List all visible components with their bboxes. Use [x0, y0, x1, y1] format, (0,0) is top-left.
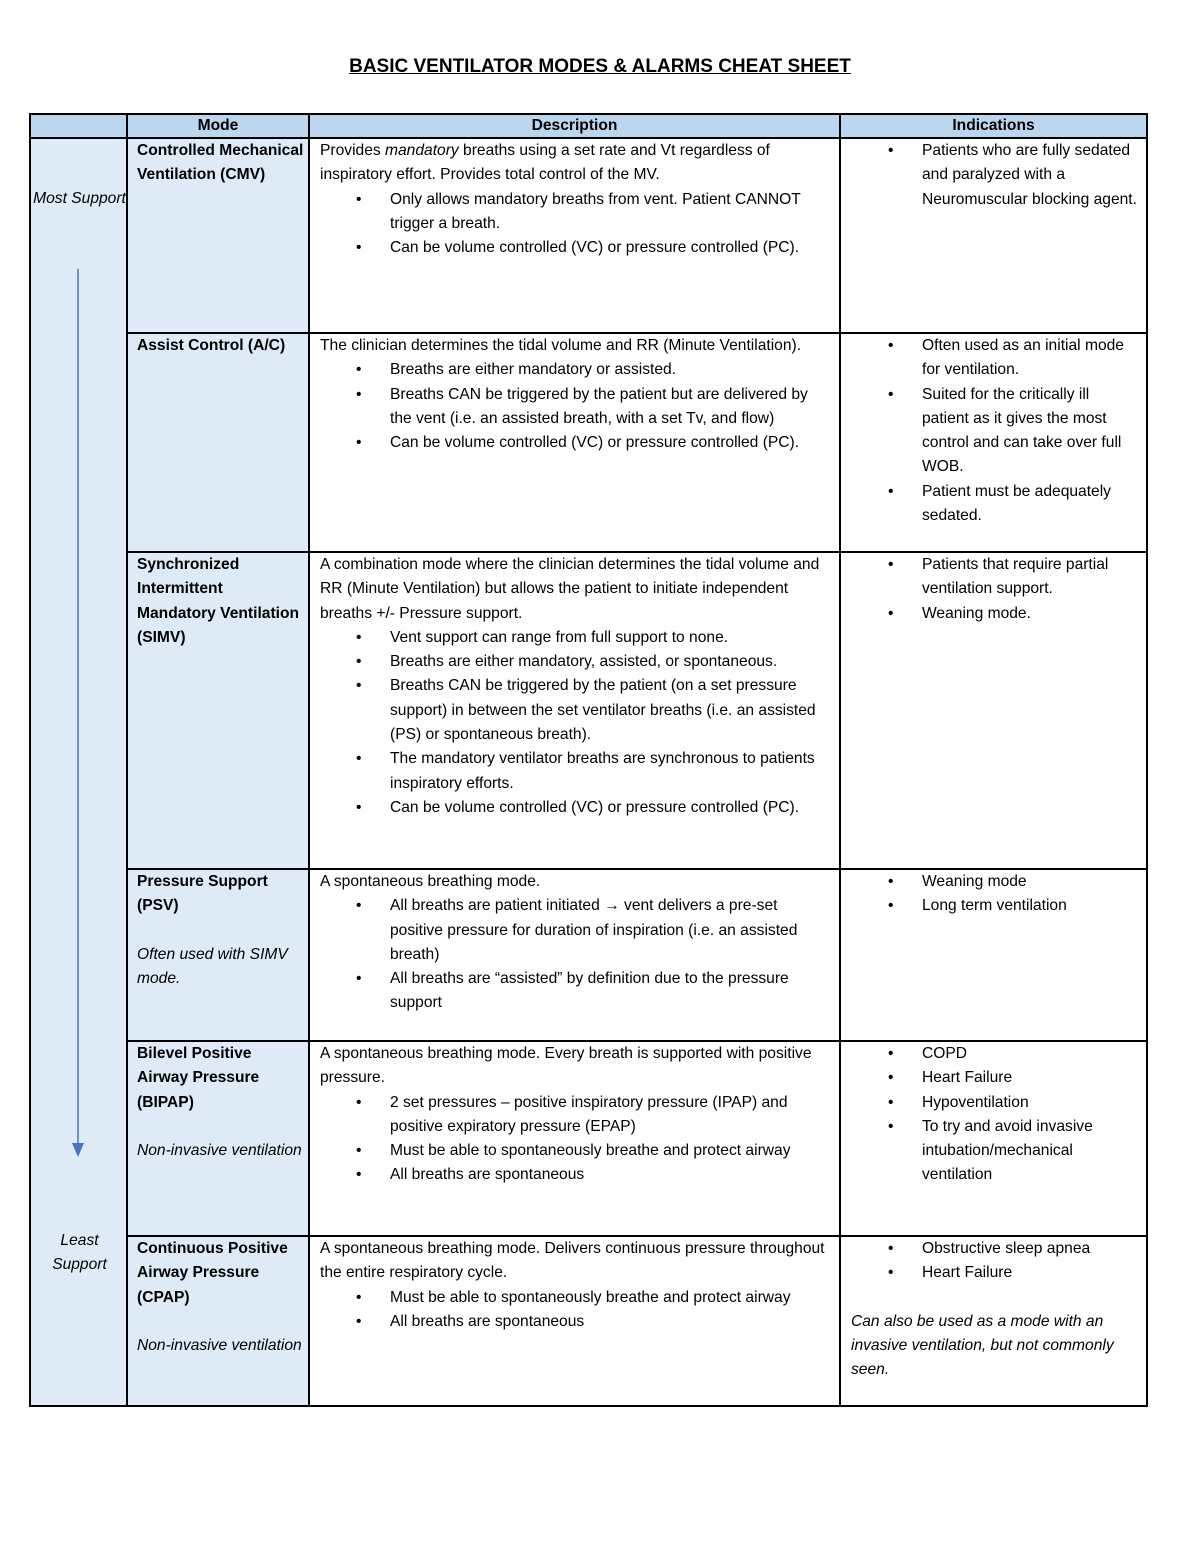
list-item-text: 2 set pressures – positive inspiratory pressure (IPAP) and positive expiratory pressure (EPAP) — [390, 1093, 788, 1135]
support-scale — [30, 138, 127, 1406]
list-item: • Suited for the critically ill patient as it gives the most control and can take over full WOB. — [888, 385, 1122, 476]
list-item-text: Only allows mandatory breaths from vent. Patient CANNOT trigger a breath. — [390, 190, 801, 232]
mode-cell — [127, 1236, 309, 1406]
list-item: • Breaths are either mandatory or assisted. — [356, 361, 677, 379]
indications-bullets — [851, 139, 1140, 212]
description-intro: A combination mode where the clinician determines the tidal volume and RR (Minute Ventilation) but allows the patient to initiate independent breaths +/- Pressure support. — [320, 556, 820, 622]
list-item: • Long term ventilation — [888, 897, 1067, 915]
list-item: • All breaths are spontaneous — [356, 1166, 585, 1184]
description-bullets — [320, 1091, 833, 1188]
list-item-text: All breaths are spontaneous — [390, 1312, 585, 1330]
least-support-label: Least Support — [52, 1232, 107, 1274]
list-item-text: Often used as an initial mode for ventilation. — [922, 337, 1124, 379]
most-support-label: Most Support — [33, 190, 126, 207]
indications-note: Can also be used as a mode with an invasive ventilation, but not commonly seen. — [851, 1312, 1114, 1379]
header-support — [30, 114, 127, 138]
description-intro — [320, 139, 833, 188]
list-item: • The mandatory ventilator breaths are synchronous to patients inspiratory efforts. — [356, 750, 815, 792]
list-item-text: Vent support can range from full support to none. — [390, 628, 729, 646]
list-item: • All breaths are “assisted” by definition due to the pressure support — [356, 970, 789, 1012]
description-bullets — [320, 1286, 833, 1335]
mode-cell — [127, 138, 309, 333]
mode-cell — [127, 1041, 309, 1236]
list-item-text: All breaths are patient initiated → vent delivers a pre-set positive pressure for duration of inspiration (i.e. an assisted breath) — [390, 897, 798, 963]
indications-bullets — [851, 553, 1140, 626]
list-item: • Often used as an initial mode for ventilation. — [888, 337, 1124, 379]
mode-note: Non-invasive ventilation — [137, 1336, 302, 1354]
description-cell — [309, 552, 840, 869]
list-item-text: Breaths CAN be triggered by the patient (on a set pressure support) in between the set ventilator breaths (i.e. an assisted (PS) or spontaneous breath). — [390, 677, 816, 744]
list-item-text: Breaths are either mandatory, assisted, or spontaneous. — [390, 653, 778, 671]
description-cell — [309, 1236, 840, 1406]
list-item-text: Hypoventilation — [922, 1093, 1029, 1111]
list-item: • Breaths CAN be triggered by the patient (on a set pressure support) in between the set ventilator breaths (i.e. an assisted (PS) or spontaneous breath). — [356, 677, 816, 744]
list-item: • Breaths CAN be triggered by the patient but are delivered by the vent (i.e. an assisted breath, with a set Tv, and flow) — [356, 385, 808, 427]
intro-text: breaths using a set rate and Vt regardless of inspiratory effort. Provides total control of the MV. — [320, 142, 770, 184]
header-description: Description — [309, 114, 840, 138]
mode-note: Non-invasive ventilation — [137, 1141, 302, 1159]
list-item-text: To try and avoid invasive intubation/mechanical ventilation — [922, 1117, 1093, 1184]
table-row — [30, 138, 1147, 333]
arrow-head — [72, 1143, 84, 1157]
mode-name: Synchronized Intermittent Mandatory Ventilation (SIMV) — [137, 556, 300, 646]
mode-cell — [127, 552, 309, 869]
list-item-text: Patients who are fully sedated and paralyzed with a Neuromuscular blocking agent. — [922, 142, 1137, 208]
list-item: • All breaths are patient initiated → vent delivers a pre-set positive pressure for duration of inspiration (i.e. an assisted breath) — [356, 897, 798, 963]
header-indications: Indications — [840, 114, 1147, 138]
list-item: • Only allows mandatory breaths from vent. Patient CANNOT trigger a breath. — [356, 190, 801, 232]
mode-cell — [127, 869, 309, 1041]
list-item-text: All breaths are spontaneous — [390, 1166, 585, 1184]
indications-cell — [840, 552, 1147, 869]
description-cell — [309, 333, 840, 552]
mode-cell — [127, 333, 309, 552]
intro-emphasis: mandatory — [385, 142, 459, 159]
list-item-text: Must be able to spontaneously breathe and protect airway — [390, 1288, 791, 1306]
page-title: BASIC VENTILATOR MODES & ALARMS CHEAT SHEET — [349, 56, 851, 77]
list-item-text: Weaning mode. — [922, 604, 1031, 622]
mode-name: Assist Control (A/C) — [137, 337, 286, 354]
table-row — [30, 869, 1147, 1041]
list-item-text: Can be volume controlled (VC) or pressure controlled (PC). — [390, 798, 800, 816]
indications-cell — [840, 138, 1147, 333]
indications-cell — [840, 333, 1147, 552]
list-item-text: Suited for the critically ill patient as it gives the most control and can take over full WOB. — [922, 385, 1122, 476]
list-item-text: Patients that require partial ventilation support. — [922, 556, 1109, 598]
list-item-text: Breaths CAN be triggered by the patient but are delivered by the vent (i.e. an assisted breath, with a set Tv, and flow) — [390, 385, 808, 427]
list-item-text: The mandatory ventilator breaths are synchronous to patients inspiratory efforts. — [390, 750, 815, 792]
intro-text: Provides — [320, 142, 386, 159]
down-arrow-icon — [71, 269, 85, 1169]
list-item: • COPD — [888, 1045, 968, 1062]
description-cell — [309, 138, 840, 333]
mode-name: Pressure Support (PSV) — [137, 873, 268, 915]
list-item: • Vent support can range from full support to none. — [356, 628, 729, 646]
indications-cell — [840, 1041, 1147, 1236]
description-intro: A spontaneous breathing mode. Delivers continuous pressure throughout the entire respiratory cycle. — [320, 1240, 825, 1282]
description-bullets — [320, 358, 833, 455]
description-intro: A spontaneous breathing mode. Every breath is supported with positive pressure. — [320, 1045, 812, 1087]
list-item-text: Can be volume controlled (VC) or pressure controlled (PC). — [390, 239, 800, 257]
list-item-text: Must be able to spontaneously breathe and protect airway — [390, 1142, 791, 1160]
list-item: • Can be volume controlled (VC) or pressure controlled (PC). — [356, 239, 800, 257]
indications-cell — [840, 1236, 1147, 1406]
list-item: • Patients that require partial ventilation support. — [888, 556, 1109, 598]
list-item-text: Long term ventilation — [922, 897, 1067, 915]
indications-bullets — [851, 870, 1140, 919]
list-item: • All breaths are spontaneous — [356, 1312, 585, 1330]
list-item-text: Weaning mode — [922, 873, 1027, 890]
table-header-row — [30, 114, 1147, 138]
list-item: • Must be able to spontaneously breathe and protect airway — [356, 1288, 791, 1306]
list-item-text: Patient must be adequately sedated. — [922, 482, 1111, 525]
mode-name: Bilevel Positive Airway Pressure (BIPAP) — [137, 1045, 260, 1111]
list-item: • To try and avoid invasive intubation/mechanical ventilation — [888, 1117, 1093, 1184]
table-row — [30, 552, 1147, 869]
indications-bullets — [851, 1042, 1140, 1188]
list-item: • Heart Failure — [888, 1069, 1013, 1087]
list-item: • Patient must be adequately sedated. — [888, 482, 1111, 525]
description-cell — [309, 1041, 840, 1236]
list-item: • Can be volume controlled (VC) or pressure controlled (PC). — [356, 798, 800, 816]
list-item-text: Obstructive sleep apnea — [922, 1240, 1091, 1257]
list-item: • Can be volume controlled (VC) or pressure controlled (PC). — [356, 434, 800, 452]
ventilator-modes-table — [29, 113, 1148, 1407]
description-intro: A spontaneous breathing mode. — [320, 873, 541, 890]
list-item: • Breaths are either mandatory, assisted, or spontaneous. — [356, 653, 778, 671]
indications-bullets — [851, 334, 1140, 528]
list-item-text: COPD — [922, 1045, 968, 1062]
header-mode: Mode — [127, 114, 309, 138]
indications-cell — [840, 869, 1147, 1041]
indications-bullets — [851, 1237, 1140, 1286]
table-row — [30, 333, 1147, 552]
list-item: • Must be able to spontaneously breathe and protect airway — [356, 1142, 791, 1160]
description-bullets — [320, 188, 833, 261]
list-item: • Patients who are fully sedated and paralyzed with a Neuromuscular blocking agent. — [888, 142, 1137, 208]
list-item: • Obstructive sleep apnea — [888, 1240, 1091, 1257]
list-item: • Hypoventilation — [888, 1093, 1029, 1111]
list-item: • 2 set pressures – positive inspiratory pressure (IPAP) and positive expiratory pressure (EPAP) — [356, 1093, 788, 1135]
list-item: • Heart Failure — [888, 1264, 1013, 1282]
mode-name: Continuous Positive Airway Pressure (CPAP) — [137, 1240, 288, 1306]
list-item-text: Heart Failure — [922, 1069, 1013, 1087]
description-cell — [309, 869, 840, 1041]
description-bullets — [320, 894, 833, 1015]
list-item-text: Heart Failure — [922, 1264, 1013, 1282]
description-intro: The clinician determines the tidal volume and RR (Minute Ventilation). — [320, 337, 802, 354]
list-item-text: All breaths are “assisted” by definition due to the pressure support — [390, 970, 789, 1012]
list-item-text: Breaths are either mandatory or assisted. — [390, 361, 677, 379]
list-item: • Weaning mode — [888, 873, 1027, 890]
table-row — [30, 1041, 1147, 1236]
description-bullets — [320, 626, 833, 820]
mode-name: Controlled Mechanical Ventilation (CMV) — [137, 142, 304, 184]
list-item-text: Can be volume controlled (VC) or pressure controlled (PC). — [390, 434, 800, 452]
list-item: • Weaning mode. — [888, 604, 1031, 622]
table-row — [30, 1236, 1147, 1406]
mode-note: Often used with SIMV mode. — [137, 945, 288, 987]
